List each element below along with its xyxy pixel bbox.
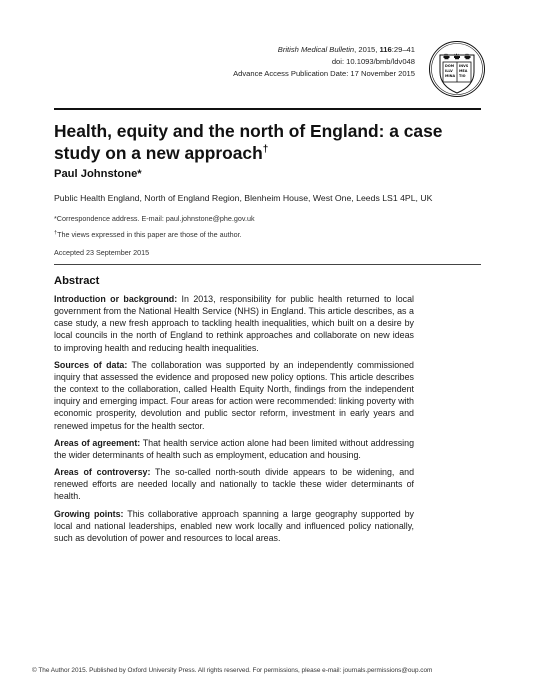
author-name: Paul Johnstone* [54, 168, 142, 180]
abstract-section-label: Sources of data: [54, 359, 128, 370]
abstract-section-label: Introduction or background: [54, 294, 178, 304]
author-affiliation: Public Health England, North of England Region, Blenheim House, West One, Leeds LS1 4PL, UK [54, 193, 433, 203]
abstract-growing-points [54, 508, 414, 544]
oxford-university-crest-icon [428, 40, 486, 98]
doi[interactable]: doi: 10.1093/bmb/ldv048 [331, 57, 415, 67]
abstract-section-text: The collaboration was supported by an independently commissioned inquiry that assessed the evidence and proposed new policy options. This article describes the context to the collaboration, called Health Equity North, findings from the independent inquiry and emerging impact. Four areas for action were recommended: linking poverty with economic prosperity, devolution and public sector reform, investment in early years and renewed impetus for the health sector. [54, 359, 414, 431]
views-dagger: † [54, 230, 58, 236]
header-rule [54, 108, 481, 110]
accepted-date: Accepted 23 September 2015 [54, 248, 150, 257]
abstract-section-label: Areas of agreement: [54, 437, 141, 448]
abstract-areas-of-agreement [54, 437, 414, 461]
page-range: :29–41 [391, 45, 415, 54]
abstract-section-text: In 2013, responsibility for public health returned to local government from the National Health Service (NHS) in England. This article describes, as a case study, a new fresh approach to tackling health inequalities, which built on a desire by local councils in the north of England to rethink approaches and collaborate on new ideas to improving health and reducing health inequalities. [54, 294, 414, 353]
abstract-sources-of-data [54, 359, 414, 432]
advance-access-date: Advance Access Publication Date: 17 November 2015 [233, 69, 415, 79]
article-title [54, 120, 481, 164]
abstract-section-label: Areas of controversy: [54, 467, 151, 478]
views-note [54, 230, 484, 239]
year-prefix: , 2015, [354, 45, 380, 54]
citation-line [233, 44, 415, 56]
svg-text:MINA: MINA [445, 74, 456, 78]
abstract-section-text: The so-called north-south divide appears to be widening, and renewed efforts are needed locally and nationally to tackle these wider determinants of health. [54, 467, 415, 502]
title-text: Health, equity and the north of England: a case study on a new approach [54, 121, 443, 163]
abstract-section-text: That health service action alone had been limited without addressing the wider determinants of health such as employment, education and housing. [54, 437, 414, 460]
abstract-section-label: Growing points: [54, 508, 124, 519]
svg-text:MEA: MEA [459, 69, 468, 73]
abstract-heading: Abstract [54, 275, 100, 287]
svg-text:TIO: TIO [459, 74, 466, 78]
views-text: The views expressed in this paper are those of the author. [57, 230, 242, 239]
svg-text:INVS: INVS [459, 64, 469, 68]
volume-number: 116 [379, 45, 392, 54]
abstract-introduction [54, 293, 414, 354]
svg-text:ILLV: ILLV [445, 69, 453, 73]
abstract-body [54, 293, 414, 549]
journal-name: British Medical Bulletin [277, 45, 355, 54]
copyright-footer: © The Author 2015. Published by Oxford University Press. All rights reserved. For permissions, please e-mail: journals.permissions@oup.com [32, 667, 433, 674]
section-rule [54, 264, 481, 265]
abstract-areas-of-controversy [54, 466, 414, 502]
svg-text:DOM: DOM [445, 64, 455, 68]
correspondence-note: *Correspondence address. E-mail: paul.johnstone@phe.gov.uk [54, 214, 255, 223]
journal-header [233, 44, 415, 81]
abstract-section-text: This collaborative approach spanning a large geography supported by local and national leaderships, enabled new work locally and influenced policy nationally, such as devolution of power and resources to local areas. [54, 508, 414, 543]
title-dagger: † [262, 144, 269, 155]
